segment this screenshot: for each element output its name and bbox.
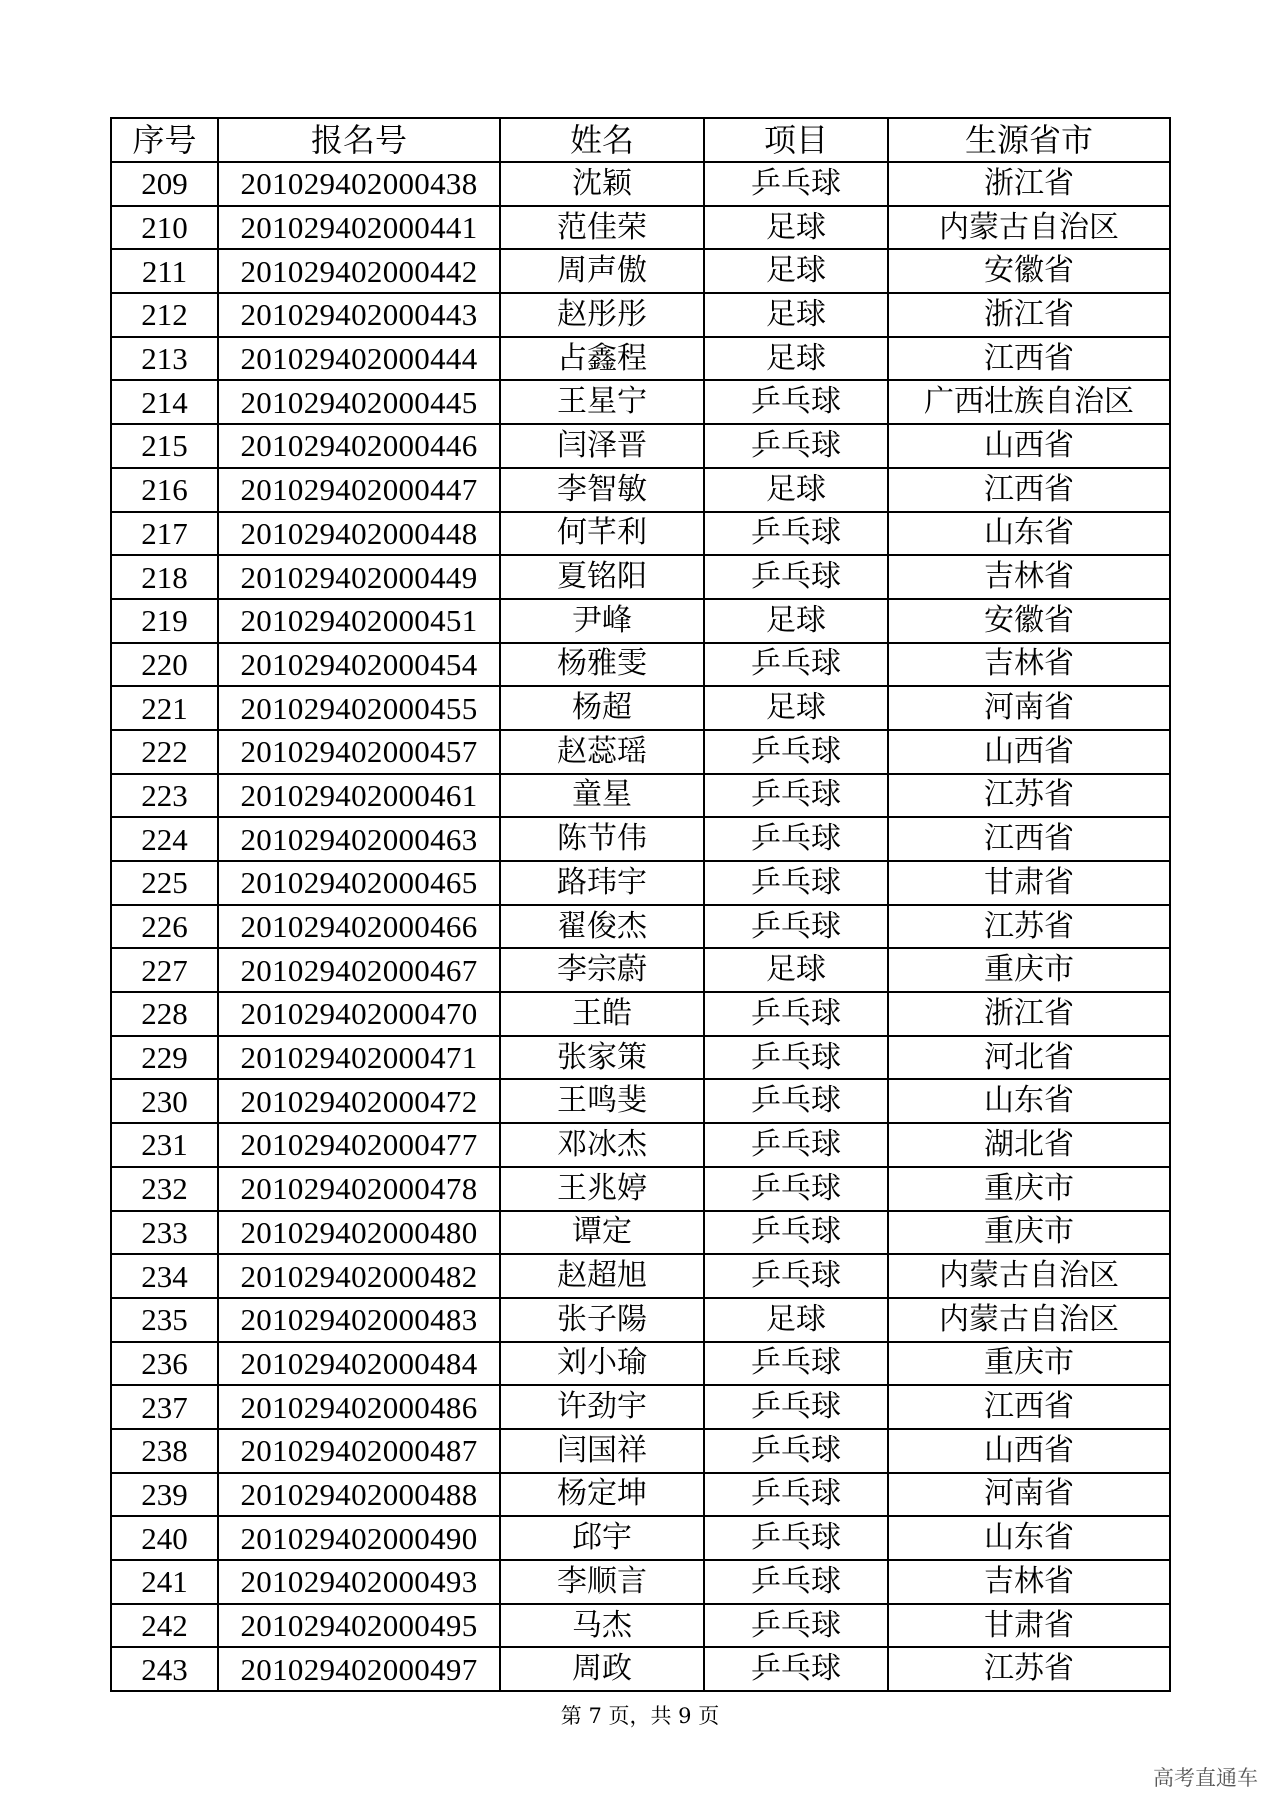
cell-province: 内蒙古自治区 (888, 1254, 1170, 1298)
header-serial: 序号 (111, 118, 218, 162)
cell-serial: 241 (111, 1560, 218, 1604)
cell-serial: 209 (111, 162, 218, 206)
cell-serial: 211 (111, 249, 218, 293)
cell-serial: 234 (111, 1254, 218, 1298)
cell-sport: 乒乓球 (704, 1211, 888, 1255)
header-province: 生源省市 (888, 118, 1170, 162)
cell-registration-number: 201029402000463 (218, 817, 500, 861)
cell-name: 杨定坤 (500, 1473, 704, 1517)
cell-province: 河南省 (888, 686, 1170, 730)
cell-province: 江西省 (888, 1385, 1170, 1429)
cell-serial: 212 (111, 293, 218, 337)
cell-province: 重庆市 (888, 1211, 1170, 1255)
cell-registration-number: 201029402000493 (218, 1560, 500, 1604)
cell-name: 陈节伟 (500, 817, 704, 861)
cell-registration-number: 201029402000480 (218, 1211, 500, 1255)
cell-name: 马杰 (500, 1604, 704, 1648)
cell-serial: 239 (111, 1473, 218, 1517)
cell-name: 童星 (500, 774, 704, 818)
cell-serial: 231 (111, 1123, 218, 1167)
table-row (111, 686, 1170, 730)
cell-serial: 215 (111, 424, 218, 468)
cell-serial: 236 (111, 1342, 218, 1386)
table-row (111, 337, 1170, 381)
cell-registration-number: 201029402000454 (218, 643, 500, 687)
cell-sport: 乒乓球 (704, 1079, 888, 1123)
cell-name: 路玮宇 (500, 861, 704, 905)
cell-serial: 223 (111, 774, 218, 818)
table-row (111, 817, 1170, 861)
page-number: 第 7 页，共 9 页 (560, 1704, 720, 1728)
cell-province: 山西省 (888, 1429, 1170, 1473)
cell-province: 广西壮族自治区 (888, 380, 1170, 424)
cell-name: 刘小瑜 (500, 1342, 704, 1386)
cell-serial: 243 (111, 1647, 218, 1691)
cell-sport: 乒乓球 (704, 380, 888, 424)
cell-name: 李智敏 (500, 468, 704, 512)
cell-serial: 224 (111, 817, 218, 861)
cell-name: 赵蕊瑶 (500, 730, 704, 774)
cell-name: 李宗蔚 (500, 948, 704, 992)
table-row (111, 992, 1170, 1036)
cell-registration-number: 201029402000448 (218, 512, 500, 556)
cell-province: 江苏省 (888, 1647, 1170, 1691)
cell-name: 占鑫程 (500, 337, 704, 381)
cell-sport: 乒乓球 (704, 424, 888, 468)
cell-province: 内蒙古自治区 (888, 1298, 1170, 1342)
cell-province: 重庆市 (888, 1342, 1170, 1386)
cell-province: 江苏省 (888, 774, 1170, 818)
cell-serial: 221 (111, 686, 218, 730)
cell-serial: 219 (111, 599, 218, 643)
table-row (111, 1254, 1170, 1298)
cell-province: 河南省 (888, 1473, 1170, 1517)
cell-registration-number: 201029402000486 (218, 1385, 500, 1429)
cell-province: 吉林省 (888, 1560, 1170, 1604)
cell-province: 甘肃省 (888, 861, 1170, 905)
cell-serial: 213 (111, 337, 218, 381)
table-row (111, 1429, 1170, 1473)
cell-province: 吉林省 (888, 555, 1170, 599)
cell-province: 山西省 (888, 730, 1170, 774)
cell-sport: 乒乓球 (704, 1473, 888, 1517)
cell-sport: 足球 (704, 293, 888, 337)
cell-province: 安徽省 (888, 249, 1170, 293)
cell-province: 浙江省 (888, 162, 1170, 206)
table-row (111, 774, 1170, 818)
cell-name: 范佳荣 (500, 206, 704, 250)
cell-province: 重庆市 (888, 948, 1170, 992)
cell-sport: 乒乓球 (704, 905, 888, 949)
cell-province: 重庆市 (888, 1167, 1170, 1211)
table-row (111, 249, 1170, 293)
cell-serial: 237 (111, 1385, 218, 1429)
table-row (111, 1473, 1170, 1517)
cell-name: 张子陽 (500, 1298, 704, 1342)
cell-sport: 乒乓球 (704, 730, 888, 774)
cell-serial: 222 (111, 730, 218, 774)
table-row (111, 380, 1170, 424)
cell-serial: 218 (111, 555, 218, 599)
cell-name: 杨雅雯 (500, 643, 704, 687)
cell-registration-number: 201029402000477 (218, 1123, 500, 1167)
table-row (111, 468, 1170, 512)
cell-serial: 214 (111, 380, 218, 424)
cell-sport: 乒乓球 (704, 1647, 888, 1691)
table-row (111, 293, 1170, 337)
cell-registration-number: 201029402000483 (218, 1298, 500, 1342)
table-row (111, 1342, 1170, 1386)
cell-sport: 乒乓球 (704, 1516, 888, 1560)
table-row (111, 1647, 1170, 1691)
cell-province: 浙江省 (888, 992, 1170, 1036)
cell-sport: 乒乓球 (704, 1385, 888, 1429)
cell-registration-number: 201029402000449 (218, 555, 500, 599)
cell-registration-number: 201029402000497 (218, 1647, 500, 1691)
cell-registration-number: 201029402000472 (218, 1079, 500, 1123)
cell-name: 闫泽晋 (500, 424, 704, 468)
cell-registration-number: 201029402000442 (218, 249, 500, 293)
cell-name: 许劲宇 (500, 1385, 704, 1429)
table-row (111, 1385, 1170, 1429)
table-row (111, 905, 1170, 949)
cell-serial: 210 (111, 206, 218, 250)
cell-registration-number: 201029402000484 (218, 1342, 500, 1386)
cell-registration-number: 201029402000487 (218, 1429, 500, 1473)
cell-province: 吉林省 (888, 643, 1170, 687)
cell-province: 甘肃省 (888, 1604, 1170, 1648)
cell-sport: 足球 (704, 1298, 888, 1342)
admission-list-table (110, 117, 1171, 1692)
cell-name: 李顺言 (500, 1560, 704, 1604)
cell-province: 内蒙古自治区 (888, 206, 1170, 250)
cell-registration-number: 201029402000465 (218, 861, 500, 905)
header-registration-number: 报名号 (218, 118, 500, 162)
cell-serial: 232 (111, 1167, 218, 1211)
cell-registration-number: 201029402000461 (218, 774, 500, 818)
cell-province: 江西省 (888, 337, 1170, 381)
cell-name: 沈颖 (500, 162, 704, 206)
table-row (111, 206, 1170, 250)
cell-registration-number: 201029402000478 (218, 1167, 500, 1211)
cell-serial: 216 (111, 468, 218, 512)
cell-registration-number: 201029402000451 (218, 599, 500, 643)
table-row (111, 1211, 1170, 1255)
cell-sport: 乒乓球 (704, 643, 888, 687)
cell-serial: 225 (111, 861, 218, 905)
cell-sport: 乒乓球 (704, 1167, 888, 1211)
cell-registration-number: 201029402000441 (218, 206, 500, 250)
cell-sport: 乒乓球 (704, 992, 888, 1036)
cell-serial: 227 (111, 948, 218, 992)
cell-serial: 238 (111, 1429, 218, 1473)
table-row (111, 1123, 1170, 1167)
table-row (111, 948, 1170, 992)
cell-province: 河北省 (888, 1036, 1170, 1080)
table-row (111, 599, 1170, 643)
cell-serial: 242 (111, 1604, 218, 1648)
cell-province: 江西省 (888, 468, 1170, 512)
cell-sport: 足球 (704, 468, 888, 512)
cell-name: 周政 (500, 1647, 704, 1691)
cell-sport: 乒乓球 (704, 774, 888, 818)
cell-name: 何芊利 (500, 512, 704, 556)
cell-name: 谭定 (500, 1211, 704, 1255)
cell-registration-number: 201029402000443 (218, 293, 500, 337)
table-row (111, 162, 1170, 206)
table-row (111, 1560, 1170, 1604)
header-name: 姓名 (500, 118, 704, 162)
cell-sport: 乒乓球 (704, 861, 888, 905)
cell-registration-number: 201029402000490 (218, 1516, 500, 1560)
table-row (111, 424, 1170, 468)
table-row (111, 1604, 1170, 1648)
cell-sport: 乒乓球 (704, 512, 888, 556)
cell-sport: 乒乓球 (704, 1123, 888, 1167)
cell-serial: 220 (111, 643, 218, 687)
watermark-text: 高考直通车 (1153, 1766, 1258, 1790)
cell-sport: 足球 (704, 686, 888, 730)
cell-name: 赵超旭 (500, 1254, 704, 1298)
cell-sport: 足球 (704, 948, 888, 992)
cell-serial: 228 (111, 992, 218, 1036)
cell-registration-number: 201029402000444 (218, 337, 500, 381)
cell-province: 江西省 (888, 817, 1170, 861)
table-row (111, 1298, 1170, 1342)
cell-name: 尹峰 (500, 599, 704, 643)
cell-sport: 乒乓球 (704, 555, 888, 599)
cell-serial: 230 (111, 1079, 218, 1123)
cell-registration-number: 201029402000482 (218, 1254, 500, 1298)
cell-name: 夏铭阳 (500, 555, 704, 599)
cell-name: 赵彤彤 (500, 293, 704, 337)
cell-registration-number: 201029402000467 (218, 948, 500, 992)
cell-province: 山东省 (888, 1516, 1170, 1560)
cell-name: 周声傲 (500, 249, 704, 293)
cell-sport: 乒乓球 (704, 1036, 888, 1080)
cell-name: 王星宁 (500, 380, 704, 424)
cell-province: 江苏省 (888, 905, 1170, 949)
cell-registration-number: 201029402000466 (218, 905, 500, 949)
table-row (111, 1079, 1170, 1123)
cell-registration-number: 201029402000455 (218, 686, 500, 730)
cell-sport: 乒乓球 (704, 1560, 888, 1604)
cell-name: 邓冰杰 (500, 1123, 704, 1167)
cell-name: 王皓 (500, 992, 704, 1036)
cell-name: 王兆婷 (500, 1167, 704, 1211)
cell-serial: 226 (111, 905, 218, 949)
cell-province: 山东省 (888, 512, 1170, 556)
cell-sport: 乒乓球 (704, 162, 888, 206)
cell-registration-number: 201029402000488 (218, 1473, 500, 1517)
table-row (111, 512, 1170, 556)
table-header-row (111, 118, 1170, 162)
cell-sport: 乒乓球 (704, 1604, 888, 1648)
cell-province: 安徽省 (888, 599, 1170, 643)
cell-serial: 235 (111, 1298, 218, 1342)
cell-sport: 足球 (704, 206, 888, 250)
cell-serial: 217 (111, 512, 218, 556)
cell-registration-number: 201029402000457 (218, 730, 500, 774)
cell-registration-number: 201029402000471 (218, 1036, 500, 1080)
table-row (111, 730, 1170, 774)
cell-registration-number: 201029402000447 (218, 468, 500, 512)
cell-sport: 足球 (704, 249, 888, 293)
cell-name: 杨超 (500, 686, 704, 730)
cell-serial: 229 (111, 1036, 218, 1080)
cell-registration-number: 201029402000446 (218, 424, 500, 468)
cell-name: 邱宇 (500, 1516, 704, 1560)
table-row (111, 861, 1170, 905)
cell-sport: 足球 (704, 599, 888, 643)
cell-registration-number: 201029402000445 (218, 380, 500, 424)
header-sport: 项目 (704, 118, 888, 162)
table-row (111, 643, 1170, 687)
cell-province: 浙江省 (888, 293, 1170, 337)
table-body (111, 162, 1170, 1691)
table-row (111, 1036, 1170, 1080)
table-row (111, 1167, 1170, 1211)
cell-sport: 乒乓球 (704, 817, 888, 861)
cell-province: 湖北省 (888, 1123, 1170, 1167)
cell-province: 山西省 (888, 424, 1170, 468)
cell-name: 闫国祥 (500, 1429, 704, 1473)
cell-registration-number: 201029402000495 (218, 1604, 500, 1648)
cell-sport: 乒乓球 (704, 1429, 888, 1473)
cell-serial: 240 (111, 1516, 218, 1560)
cell-sport: 乒乓球 (704, 1342, 888, 1386)
table-row (111, 1516, 1170, 1560)
cell-province: 山东省 (888, 1079, 1170, 1123)
cell-name: 王鸣斐 (500, 1079, 704, 1123)
cell-serial: 233 (111, 1211, 218, 1255)
cell-sport: 乒乓球 (704, 1254, 888, 1298)
cell-name: 张家策 (500, 1036, 704, 1080)
cell-name: 翟俊杰 (500, 905, 704, 949)
cell-sport: 足球 (704, 337, 888, 381)
cell-registration-number: 201029402000438 (218, 162, 500, 206)
table-row (111, 555, 1170, 599)
cell-registration-number: 201029402000470 (218, 992, 500, 1036)
